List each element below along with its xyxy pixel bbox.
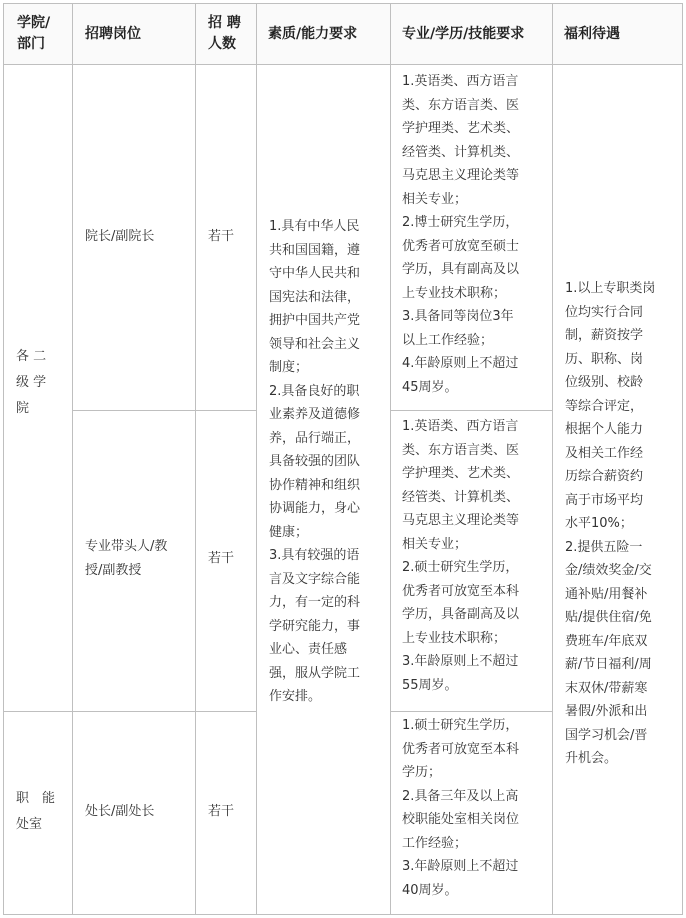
welfare-line: 水平10%； — [565, 516, 633, 531]
quality-line: 言及文字综合能 — [269, 571, 361, 587]
welfare-line: 升机会。 — [565, 751, 618, 766]
grid-line — [390, 711, 552, 712]
dept-office — [16, 786, 55, 838]
welfare-benefits — [565, 277, 655, 771]
grid-line — [72, 410, 256, 411]
position-leader-line: 专业带头人/教 — [85, 539, 168, 554]
position-dean — [85, 225, 154, 249]
dept-college-line: 级 学 — [16, 375, 47, 390]
welfare-line: 高于市场平均 — [565, 492, 644, 508]
major-director-line: 1.硕士研究生学历， — [402, 718, 519, 733]
quality-line: 力，有一定的科 — [269, 595, 361, 610]
quality-line: 拥护中国共产党 — [269, 313, 361, 328]
quality-line: 业素养及道德修 — [269, 407, 361, 422]
quality-line: 养，品行端正， — [269, 430, 361, 446]
major-leader-line: 1.英语类、西方语言 — [402, 419, 519, 434]
count-leader-value: 若干 — [208, 551, 235, 566]
welfare-line: 通补贴/用餐补 — [565, 586, 648, 602]
major-dean-line: 上专业技术职称； — [402, 285, 507, 301]
major-dean-line: 4.年龄原则上不超过 — [402, 356, 519, 371]
position-leader-line: 授/副教授 — [85, 562, 142, 578]
major-leader-line: 55周岁。 — [402, 677, 458, 693]
header-dept-line: 学院/ — [17, 15, 51, 31]
major-dean-line: 1.英语类、西方语言 — [402, 74, 519, 89]
header-count-line: 招 聘 — [208, 15, 241, 31]
major-dean-line: 类、东方语言类、医 — [402, 97, 520, 113]
recruitment-table — [3, 3, 683, 915]
count-dean — [208, 225, 234, 249]
grid-line — [72, 4, 73, 914]
welfare-line: 制，薪资按学 — [565, 328, 644, 343]
major-director-line: 2.具备三年及以上高 — [402, 788, 519, 804]
major-leader-line: 3.年龄原则上不超过 — [402, 654, 519, 669]
quality-line: 作安排。 — [269, 689, 322, 704]
quality-line: 国宪法和法律， — [269, 289, 361, 305]
major-dean-line: 优秀者可放宽至硕士 — [402, 238, 520, 254]
quality-line: 学研究能力，事 — [269, 618, 361, 634]
major-leader-line: 马克思主义理论类等 — [402, 513, 520, 528]
major-director-line: 3.年龄原则上不超过 — [402, 859, 519, 874]
header-welfare — [564, 24, 620, 45]
major-director-line: 学历； — [402, 765, 442, 780]
major-dean-line: 学历，具有副高及以 — [402, 262, 520, 277]
welfare-line: 末双休/带薪寒 — [565, 680, 648, 696]
header-major — [402, 24, 524, 45]
grid-line — [195, 4, 196, 914]
welfare-line: 费班车/年底双 — [565, 633, 648, 649]
quality-line: 1.具有中华人民 — [269, 219, 360, 234]
major-director-line: 工作经验； — [402, 835, 468, 851]
major-leader-requirements — [402, 415, 519, 697]
major-dean-line: 学护理类、艺术类、 — [402, 121, 520, 136]
header-count — [208, 13, 241, 55]
major-leader-line: 经管类、计算机类、 — [402, 489, 520, 505]
position-dean-label: 院长/副院长 — [85, 229, 155, 244]
quality-line: 强，服从学院工 — [269, 665, 361, 681]
count-leader — [208, 547, 234, 571]
quality-line: 制度； — [269, 360, 309, 375]
grid-line — [390, 410, 552, 411]
quality-line: 2.具备良好的职 — [269, 383, 360, 399]
position-leader — [85, 535, 167, 582]
welfare-line: 贴/提供住宿/免 — [565, 610, 652, 625]
dept-office-line: 职 能 — [16, 791, 56, 806]
major-dean-line: 相关专业； — [402, 191, 468, 207]
header-count-line: 人数 — [208, 36, 236, 52]
grid-line — [552, 4, 553, 914]
major-leader-line: 学护理类、艺术类、 — [402, 466, 520, 481]
welfare-line: 历、职称、岗 — [565, 351, 644, 367]
welfare-line: 根据个人能力 — [565, 422, 644, 437]
grid-line — [390, 4, 391, 914]
welfare-line: 国学习机会/晋 — [565, 727, 648, 743]
quality-line: 具备较强的团队 — [269, 454, 361, 469]
dept-college-line: 各 二 — [16, 349, 47, 364]
major-leader-line: 相关专业； — [402, 536, 468, 552]
major-leader-line: 学历，具备副高及以 — [402, 607, 520, 622]
major-director-line: 优秀者可放宽至本科 — [402, 741, 520, 757]
header-welfare-label: 福利待遇 — [564, 26, 620, 42]
count-director-value: 若干 — [208, 804, 235, 819]
welfare-line: 历综合薪资约 — [565, 469, 644, 484]
quality-line: 守中华人民共和 — [269, 266, 361, 281]
welfare-line: 位级别、校龄 — [565, 375, 644, 390]
position-director-label: 处长/副处长 — [85, 804, 155, 819]
dept-college — [16, 344, 46, 422]
grid-line — [4, 711, 256, 712]
header-quality — [268, 24, 357, 45]
header-quality-label: 素质/能力要求 — [268, 26, 358, 42]
quality-line: 协作精神和组织 — [269, 477, 361, 493]
welfare-line: 金/绩效奖金/交 — [565, 563, 652, 578]
quality-line: 共和国国籍，遵 — [269, 242, 361, 258]
header-position-label: 招聘岗位 — [85, 26, 141, 42]
welfare-line: 薪/节日福利/周 — [565, 657, 652, 672]
position-director — [85, 800, 154, 824]
count-dean-value: 若干 — [208, 229, 235, 244]
major-leader-line: 2.硕士研究生学历， — [402, 560, 519, 575]
welfare-line: 1.以上专职类岗 — [565, 281, 656, 296]
welfare-line: 2.提供五险一 — [565, 539, 643, 555]
major-leader-line: 上专业技术职称； — [402, 630, 507, 646]
header-major-label: 专业/学历/技能要求 — [402, 26, 525, 42]
welfare-line: 位均实行合同 — [565, 304, 644, 320]
welfare-line: 及相关工作经 — [565, 445, 644, 461]
count-director — [208, 800, 234, 824]
header-dept-line: 部门 — [17, 36, 45, 52]
header-dept — [17, 13, 50, 55]
major-director-requirements — [402, 714, 519, 902]
welfare-line: 等综合评定， — [565, 398, 644, 414]
grid-line — [256, 4, 257, 914]
quality-requirements — [269, 215, 360, 709]
dept-office-line: 处室 — [16, 817, 43, 832]
header-position — [85, 24, 141, 45]
quality-line: 领导和社会主义 — [269, 336, 361, 352]
major-leader-line: 优秀者可放宽至本科 — [402, 583, 520, 599]
quality-line: 协调能力，身心 — [269, 501, 361, 516]
welfare-line: 暑假/外派和出 — [565, 704, 648, 719]
quality-line: 健康； — [269, 524, 309, 540]
major-dean-line: 2.博士研究生学历， — [402, 215, 519, 230]
major-dean-line: 以上工作经验； — [402, 332, 494, 348]
quality-line: 3.具有较强的语 — [269, 548, 360, 563]
major-director-line: 40周岁。 — [402, 882, 458, 898]
major-director-line: 校职能处室相关岗位 — [402, 812, 520, 827]
dept-college-line: 院 — [16, 401, 30, 416]
major-dean-line: 马克思主义理论类等 — [402, 168, 520, 183]
grid-line — [4, 64, 682, 65]
major-dean-requirements — [402, 70, 519, 399]
quality-line: 业心、责任感 — [269, 642, 348, 657]
major-dean-line: 经管类、计算机类、 — [402, 144, 520, 160]
major-dean-line: 45周岁。 — [402, 379, 458, 395]
major-leader-line: 类、东方语言类、医 — [402, 442, 520, 458]
major-dean-line: 3.具备同等岗位3年 — [402, 309, 514, 324]
